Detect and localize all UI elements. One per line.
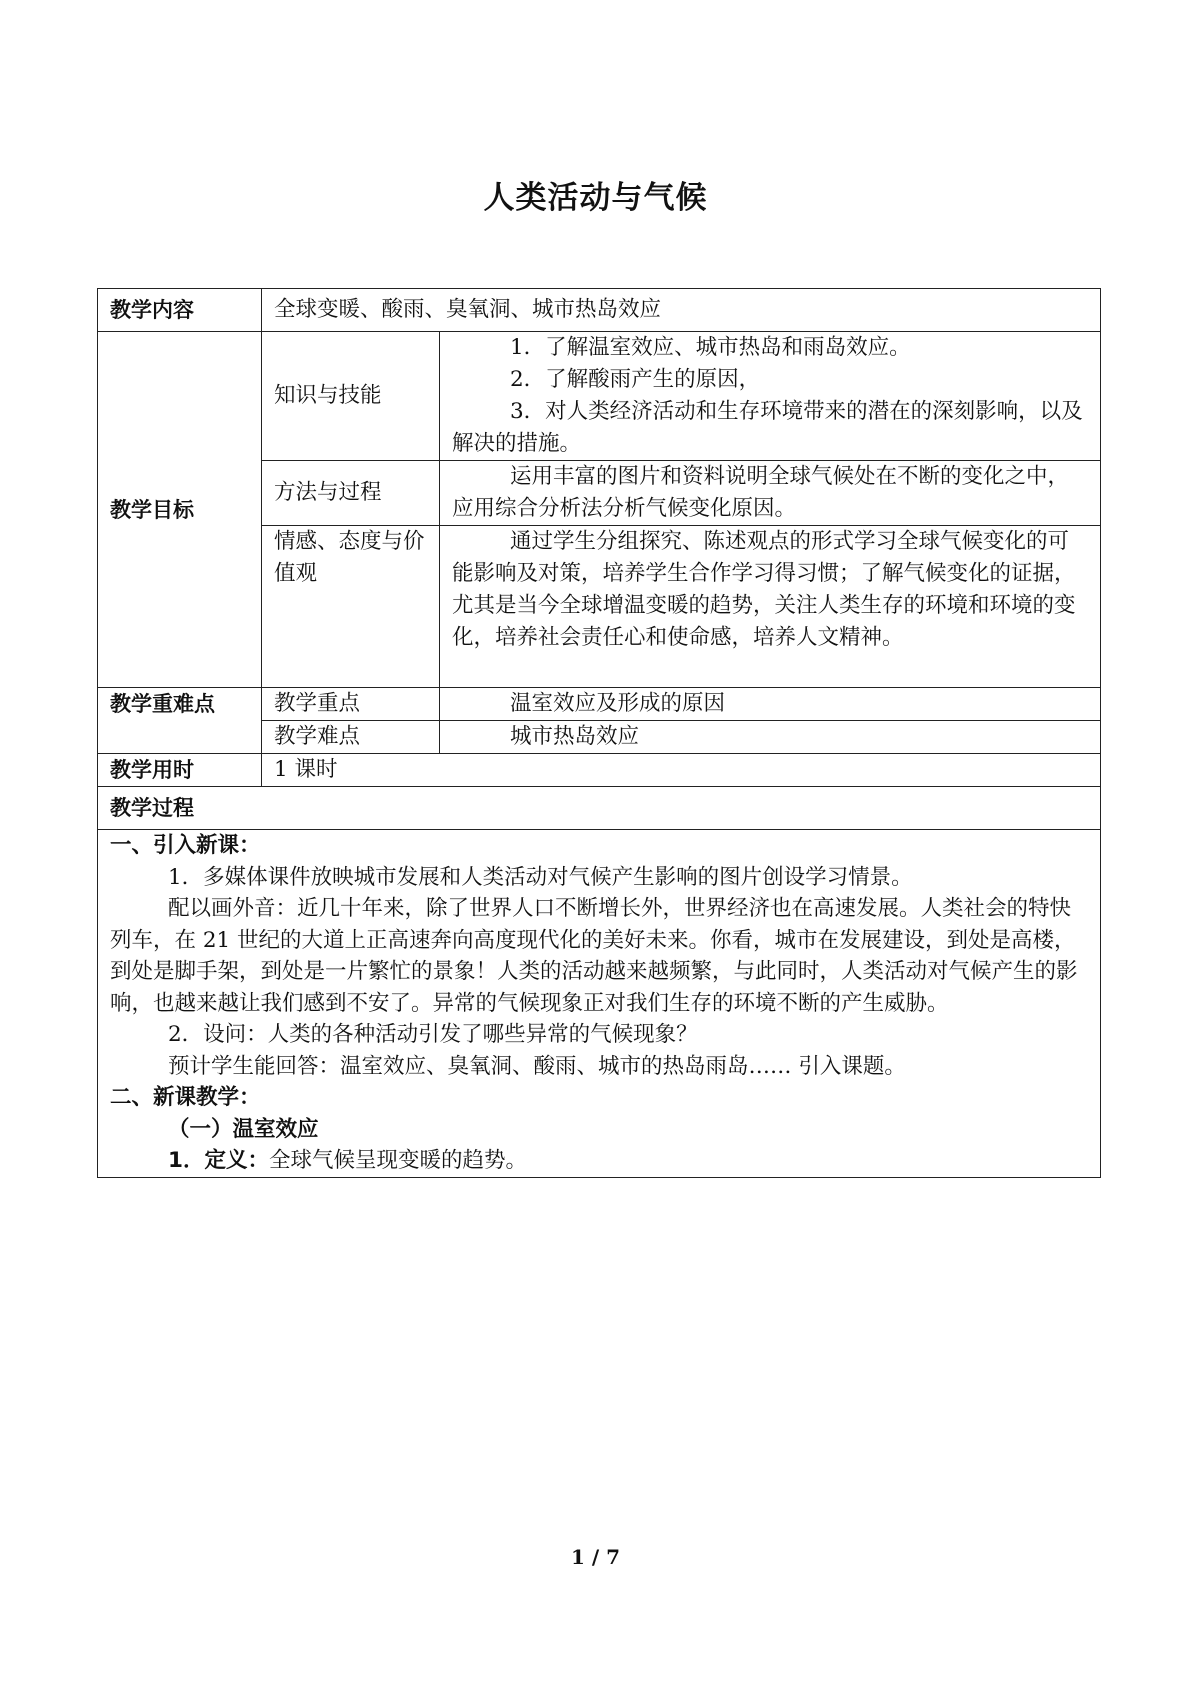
difficulty-cell: [440, 721, 1101, 754]
row-process-header: [98, 787, 1101, 830]
process-body: [98, 830, 1101, 1178]
method-text-cell: [440, 461, 1101, 526]
subsection-heading: （一）温室效应: [168, 1116, 319, 1142]
focus-value: 温室效应及形成的原因: [510, 691, 726, 716]
process-paragraph: 配以画外音：近几十年来，除了世界人口不断增长外，世界经济也在高速发展。人类社会的特快列车，在 21 世纪的大道上正高速奔向高度现代化的美好未来。你看，城市在发展建设，到处是高楼，到处是脚手架，到处是一片繁忙的景象！人类的活动越来越频繁，与此同时，人类活动对气候产生的影响，也越来越让我们感到不安了。异常的气候现象正对我们生存的环境不断的产生威胁。: [110, 896, 1078, 1016]
process-paragraph: 1．多媒体课件放映城市发展和人类活动对气候产生影响的图片创设学习情景。: [168, 864, 913, 890]
goals-label: 教学目标: [98, 332, 262, 688]
process-paragraph: 预计学生能回答：温室效应、臭氧洞、酸雨、城市的热岛雨岛…… 引入课题。: [168, 1053, 906, 1079]
row-process-body: [98, 830, 1101, 1178]
row-focus: [98, 688, 1101, 721]
emotion-text-cell: [440, 526, 1101, 688]
method-text: 运用丰富的图片和资料说明全球气候处在不断的变化之中，应用综合分析法分析气候变化原因。: [452, 464, 1070, 521]
row-knowledge: [98, 332, 1101, 461]
duration-value: 1 课时: [262, 754, 1101, 787]
document-title: 人类活动与气候: [483, 180, 708, 216]
focus-label: 教学重点: [262, 688, 440, 721]
lesson-plan-table: [97, 288, 1101, 1178]
difficulty-value: 城市热岛效应: [510, 724, 640, 749]
definition-line: [110, 1145, 1088, 1177]
emotion-label: 情感、态度与价值观: [262, 526, 440, 688]
knowledge-item: 1．了解温室效应、城市热岛和雨岛效应。: [510, 335, 911, 360]
emotion-text: 通过学生分组探究、陈述观点的形式学习全球气候变化的可能影响及对策，培养学生合作学习得习惯；了解气候变化的证据，尤其是当今全球增温变暖的趋势，关注人类生存的环境和环境的变化，培养社会责任心和使命感，培养人文精神。: [452, 529, 1076, 650]
content-value: 全球变暖、酸雨、臭氧洞、城市热岛效应: [262, 289, 1101, 332]
knowledge-items: [440, 332, 1101, 461]
method-label: 方法与过程: [262, 461, 440, 526]
row-content: [98, 289, 1101, 332]
content-label: 教学内容: [98, 289, 262, 332]
process-paragraph: 2．设问：人类的各种活动引发了哪些异常的气候现象？: [168, 1022, 698, 1047]
definition-label: 1．定义：: [168, 1148, 269, 1173]
section-heading: 一、引入新课：: [110, 833, 261, 858]
keypoints-label: 教学重难点: [98, 688, 262, 754]
knowledge-item: 2．了解酸雨产生的原因，: [510, 367, 761, 392]
focus-cell: [440, 688, 1101, 721]
definition-text: 全球气候呈现变暖的趋势。: [268, 1148, 527, 1173]
knowledge-label: 知识与技能: [262, 332, 440, 461]
duration-label: 教学用时: [98, 754, 262, 787]
page-number: 1 / 7: [570, 1545, 621, 1569]
difficulty-label: 教学难点: [262, 721, 440, 754]
knowledge-item: 3．对人类经济活动和生存环境带来的潜在的深刻影响，以及解决的措施。: [452, 399, 1083, 456]
row-duration: [98, 754, 1101, 787]
process-label: 教学过程: [98, 787, 1101, 830]
section-heading: 二、新课教学：: [110, 1085, 261, 1110]
